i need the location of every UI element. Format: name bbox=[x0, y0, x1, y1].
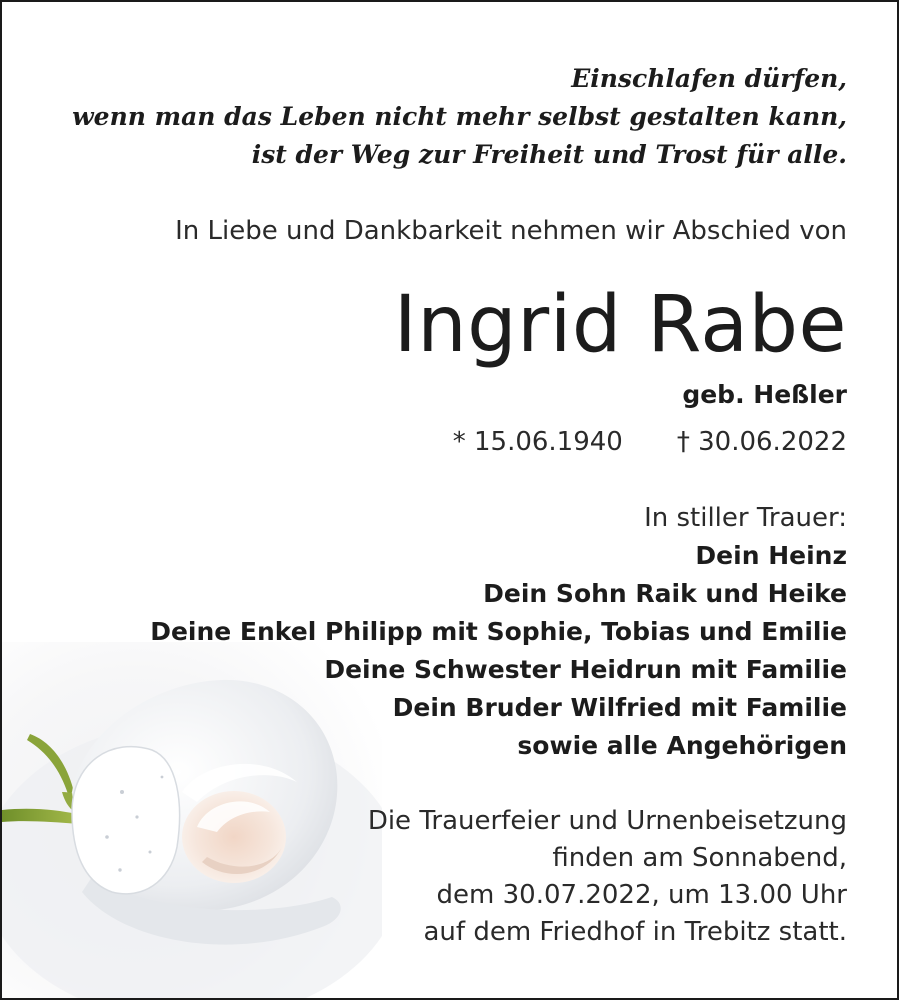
mourners-list bbox=[150, 500, 847, 765]
birth-name: geb. Heßler bbox=[682, 380, 847, 409]
birth-date: * 15.06.1940 bbox=[452, 427, 623, 457]
farewell-intro: In Liebe und Dankbarkeit nehmen wir Abschied von bbox=[175, 216, 847, 246]
quote-line: Einschlafen dürfen, bbox=[571, 64, 847, 93]
deceased-name: Ingrid Rabe bbox=[393, 280, 847, 370]
mourner: Deine Schwester Heidrun mit Familie bbox=[324, 655, 847, 684]
ceremony-line: auf dem Friedhof in Trebitz statt. bbox=[423, 917, 847, 947]
ceremony-line: Die Trauerfeier und Urnenbeisetzung bbox=[367, 806, 847, 836]
mourner: Dein Heinz bbox=[695, 541, 847, 570]
quote-line: ist der Weg zur Freiheit und Trost für alle. bbox=[251, 140, 847, 169]
mourner: Deine Enkel Philipp mit Sophie, Tobias und Emilie bbox=[150, 617, 847, 646]
mourners-heading: In stiller Trauer: bbox=[644, 503, 847, 533]
quote-line: wenn man das Leben nicht mehr selbst gestalten kann, bbox=[72, 102, 847, 131]
epitaph-quote bbox=[72, 60, 847, 174]
mourner: Dein Sohn Raik und Heike bbox=[483, 579, 847, 608]
ceremony-line: dem 30.07.2022, um 13.00 Uhr bbox=[436, 880, 847, 910]
ceremony-details bbox=[368, 803, 847, 951]
mourner: Dein Bruder Wilfried mit Familie bbox=[392, 693, 847, 722]
death-date: † 30.06.2022 bbox=[676, 427, 847, 457]
ceremony-line: finden am Sonnabend, bbox=[552, 843, 847, 873]
mourner: sowie alle Angehörigen bbox=[517, 731, 847, 760]
life-dates bbox=[453, 423, 847, 461]
